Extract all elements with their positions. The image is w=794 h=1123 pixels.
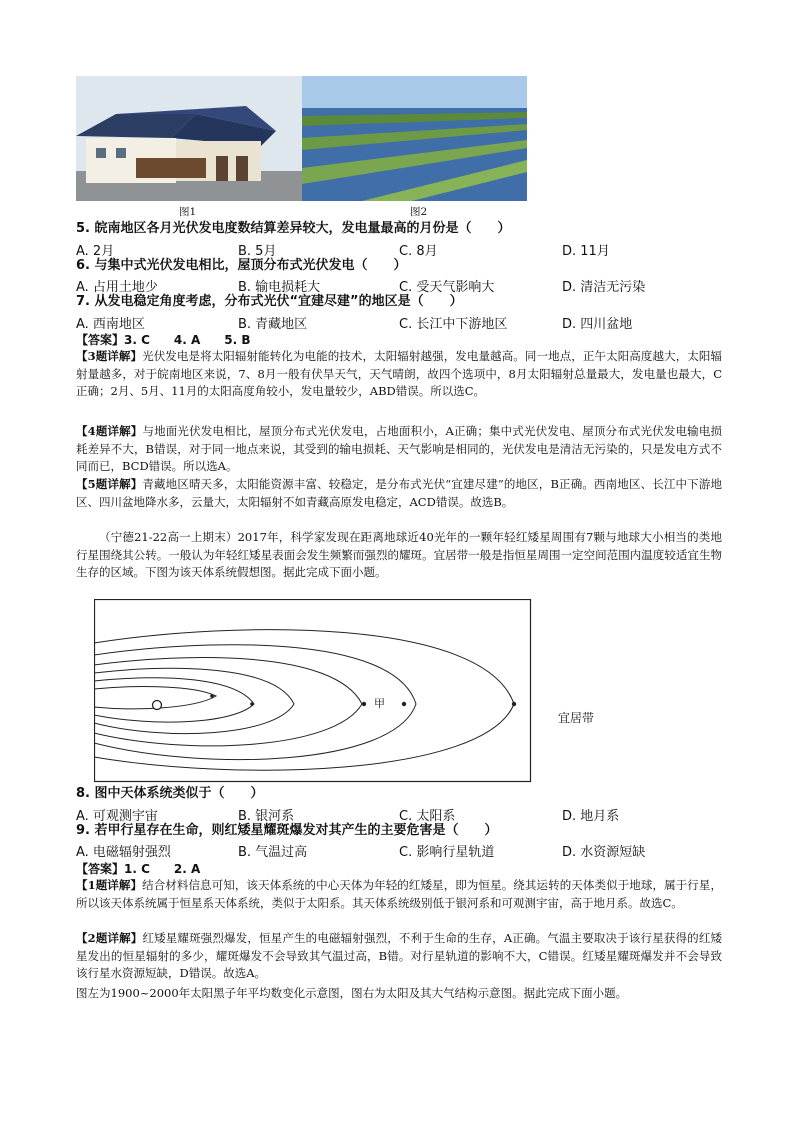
q8-option-a: A. 可观测宇宙 <box>76 809 158 824</box>
explanation-1 <box>76 877 722 912</box>
explanation-2-tag: 【2题详解】 <box>76 931 143 945</box>
answers-text-2: 1. C 2. A <box>124 862 201 876</box>
q7-option-c: C. 长江中下游地区 <box>399 317 508 332</box>
answers-text: 3. C 4. A 5. B <box>124 333 251 347</box>
q8-option-b: B. 银河系 <box>238 809 295 824</box>
explanation-2-text: 红矮星耀斑强烈爆发，恒星产生的电磁辐射强烈，不利于生命的生存，A正确。气温主要取决于该行星获得的红矮星发出的恒星辐射的多少，耀斑爆发不会导致其气温过高，B错。对行星轨道的影响不大，C错误。红矮星耀斑爆发并不会导致该行星水资源短缺，D错误。故选A。 <box>76 931 722 980</box>
habitable-zone-label: 宜居带 <box>558 711 595 725</box>
explanation-4 <box>76 423 722 476</box>
explanation-3-text: 光伏发电是将太阳辐射能转化为电能的技术，太阳辐射越强，发电量越高。同一地点，正午太阳高度越大，太阳辐射量越多，对于皖南地区来说，7、8月一般有伏旱天气，天气晴朗，故四个选项中，8月太阳辐射总量最大，发电量也最大，C正确；2月、5月、11月的太阳高度角较小，发电量较少，ABD错误。所以选C。 <box>76 349 722 398</box>
question-5: 5. 皖南地区各月光伏发电度数结算差异较大，发电量最高的月份是（ ） <box>76 221 511 236</box>
explanation-5-text: 青藏地区晴天多，太阳能资源丰富、较稳定，是分布式光伏“宜建尽建”的地区，B正确。西南地区、长江中下游地区、四川盆地降水多，云量大，太阳辐射不如青藏高原发电稳定，ACD错误。故选B。 <box>76 477 722 509</box>
q5-option-b: B. 5月 <box>238 244 277 259</box>
q5-option-a: A. 2月 <box>76 244 115 259</box>
q6-option-b: B. 输电损耗大 <box>238 280 321 295</box>
q5-option-d: D. 11月 <box>562 244 610 259</box>
q9-option-c: C. 影响行星轨道 <box>399 845 495 860</box>
q6-option-d: D. 清洁无污染 <box>562 280 646 295</box>
explanation-5 <box>76 476 722 511</box>
answers-block-2 <box>76 860 200 877</box>
material-3: 图左为1900~2000年太阳黑子年平均数变化示意图，图右为太阳及其大气结构示意图。据此完成下面小题。 <box>76 986 628 1000</box>
solar-farm-photo <box>302 76 527 201</box>
explanation-4-text: 与地面光伏发电相比，屋顶分布式光伏发电，占地面积小，A正确；集中式光伏发电、屋顶分布式光伏发电输电损耗差异不大，B错误，对于同一地点来说，其受到的输电损耗、天气影响是相同的，光伏发电是清洁无污染的，只是发电方式不同而已，BCD错误。所以选A。 <box>76 424 722 473</box>
q7-option-a: A. 西南地区 <box>76 317 145 332</box>
q8-option-c: C. 太阳系 <box>399 809 456 824</box>
answers-tag: 【答案】 <box>76 333 125 347</box>
explanation-1-text: 结合材料信息可知，该天体系统的中心天体为年轻的红矮星，即为恒星。绕其运转的天体类似于地球，属于行星，所以该天体系统属于恒星系天体系统，类似于太阳系。其天体系统级别低于银河系和可观测宇宙，高于地月系。故选C。 <box>76 878 722 910</box>
rooftop-solar-photo <box>76 76 302 201</box>
q7-option-d: D. 四川盆地 <box>562 317 633 332</box>
q6-option-c: C. 受天气影响大 <box>399 280 495 295</box>
explanation-2 <box>76 930 722 983</box>
explanation-3-tag: 【3题详解】 <box>76 349 143 363</box>
question-9: 9. 若甲行星存在生命，则红矮星耀斑爆发对其产生的主要危害是（ ） <box>76 823 498 838</box>
question-8: 8. 图中天体系统类似于（ ） <box>76 786 264 801</box>
q6-option-a: A. 占用土地少 <box>76 280 158 295</box>
q9-option-b: B. 气温过高 <box>238 845 308 860</box>
figure-1-caption: 图1 <box>179 206 197 218</box>
answers-tag-2: 【答案】 <box>76 862 125 876</box>
question-7: 7. 从发电稳定角度考虑，分布式光伏“宜建尽建”的地区是（ ） <box>76 294 463 309</box>
q9-option-a: A. 电磁辐射强烈 <box>76 845 171 860</box>
q9-option-d: D. 水资源短缺 <box>562 845 646 860</box>
material-2: （宁德21-22高一上期末）2017年，科学家发现在距离地球近40光年的一颗年轻红矮星周围有7颗与地球大小相当的类地行星围绕其公转。一般认为年轻红矮星表面会发生频繁而强烈的耀斑。宜居带一般是指恒星周围一定空间范围内温度较适宜生物生存的区域。下图为该天体系统假想图。据此完成下面小题。 <box>76 530 722 579</box>
q7-option-b: B. 青藏地区 <box>238 317 308 332</box>
q5-option-c: C. 8月 <box>399 244 438 259</box>
answers-block-1 <box>76 331 251 348</box>
explanation-4-tag: 【4题详解】 <box>76 424 143 438</box>
star-system-diagram <box>94 599 534 785</box>
explanation-5-tag: 【5题详解】 <box>76 477 143 491</box>
question-6: 6. 与集中式光伏发电相比，屋顶分布式光伏发电（ ） <box>76 258 407 273</box>
explanation-3 <box>76 348 722 401</box>
explanation-1-tag: 【1题详解】 <box>76 878 143 892</box>
q8-option-d: D. 地月系 <box>562 809 620 824</box>
planet-jia-label: 甲 <box>374 697 385 710</box>
figure-2-caption: 图2 <box>410 206 428 218</box>
